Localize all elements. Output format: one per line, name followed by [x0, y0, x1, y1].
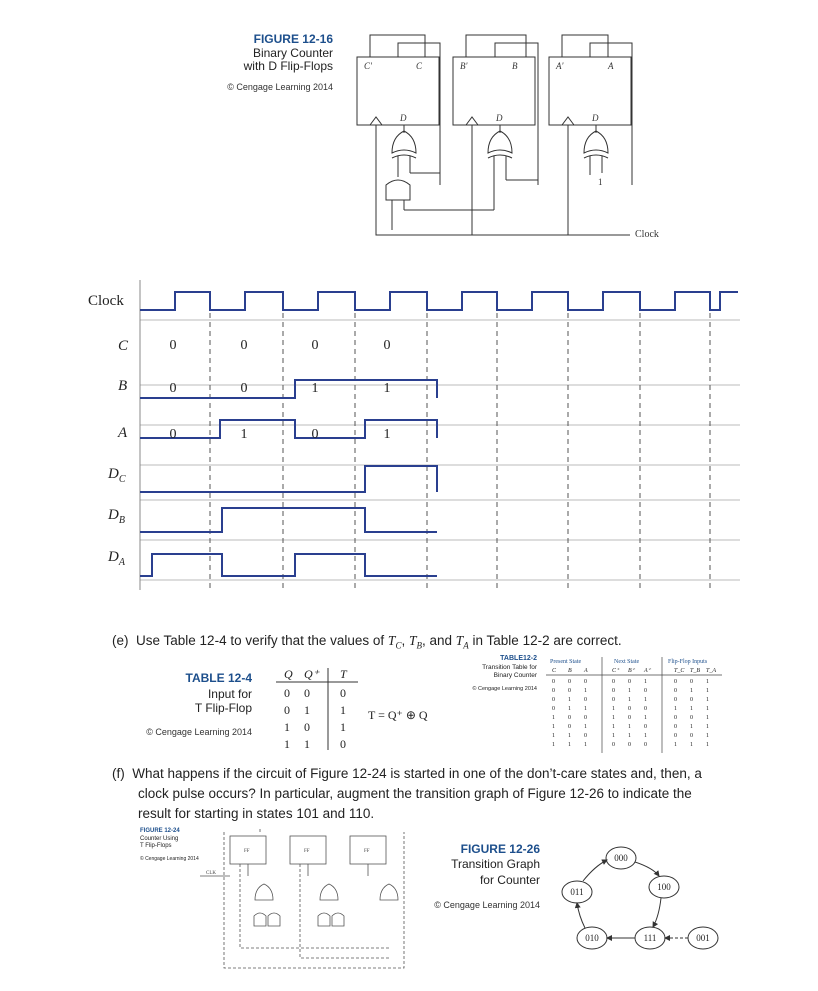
svg-text:FF: FF: [364, 849, 370, 854]
table-12-2-cell: 0: [584, 715, 587, 721]
svg-text:A⁺: A⁺: [644, 668, 651, 674]
table-12-2-cell: 0: [612, 679, 615, 685]
svg-text:0: 0: [304, 686, 310, 700]
svg-text:Flip-Flop Inputs: Flip-Flop Inputs: [668, 659, 708, 665]
table-12-2-cell: 0: [674, 679, 677, 685]
clock-line-label: Clock: [635, 229, 659, 240]
table-12-2-cell: 1: [690, 742, 693, 748]
da-waveform: [140, 554, 437, 576]
table-12-2-cell: 1: [552, 742, 555, 748]
table-12-2-cell: 0: [690, 679, 693, 685]
fig-12-24-title: FIGURE 12-24: [140, 828, 180, 834]
table-12-2-cell: 1: [584, 688, 587, 694]
ff-c-d-label: D: [400, 113, 407, 123]
fig-12-16-circuit: [340, 25, 670, 245]
table-12-2-cell: 0: [674, 688, 677, 694]
table-12-2-cell: 1: [628, 697, 631, 703]
table-12-2-cell: 0: [674, 715, 677, 721]
table-12-2-cell: 0: [628, 742, 631, 748]
svg-text:1: 1: [284, 737, 290, 751]
fig-12-26-copyright: © Cengage Learning 2014: [434, 900, 540, 910]
table-12-2-cell: 0: [584, 733, 587, 739]
table-12-2: [544, 655, 724, 755]
header-t: T: [340, 667, 347, 681]
table-12-2-cell: 0: [690, 715, 693, 721]
svg-text:T_C: T_C: [674, 668, 685, 674]
table-12-2-cell: 0: [690, 733, 693, 739]
table-12-4-line1: Input for: [207, 687, 252, 701]
svg-text:0: 0: [304, 720, 310, 734]
c-value: 0: [169, 338, 177, 353]
a-value: 0: [311, 427, 319, 442]
svg-text:0: 0: [340, 737, 346, 751]
svg-text:1: 1: [304, 703, 310, 717]
table-12-2-cell: 1: [644, 715, 647, 721]
a-signal-label: A: [118, 425, 128, 441]
fig-12-16-copyright: © Cengage Learning 2014: [227, 82, 333, 92]
svg-text:Next State: Next State: [614, 659, 640, 665]
fig-12-26-line1: Transition Graph: [451, 857, 540, 871]
table-12-2-cell: 1: [552, 715, 555, 721]
table-12-2-cell: 0: [584, 679, 587, 685]
table-12-2-cell: 1: [568, 733, 571, 739]
c-signal-label: C: [118, 338, 129, 354]
table-12-2-cell: 0: [628, 715, 631, 721]
clock-signal-label: Clock: [88, 293, 124, 309]
table-12-2-cell: 1: [674, 742, 677, 748]
table-12-2-title: TABLE12-2: [500, 655, 537, 662]
table-12-2-cell: 0: [552, 706, 555, 712]
table-12-2-cell: 1: [568, 742, 571, 748]
table-12-4-copyright: © Cengage Learning 2014: [146, 727, 252, 737]
table-12-2-line1: Transition Table for: [482, 664, 537, 671]
table-12-2-cell: 1: [706, 742, 709, 748]
clk-label: CLK: [206, 871, 216, 876]
table-12-2-cell: 1: [706, 697, 709, 703]
table-12-2-cell: 0: [628, 679, 631, 685]
table-12-2-cell: 0: [674, 724, 677, 730]
ff-c-prime-label: C': [364, 61, 372, 71]
ff-c-label: C: [416, 61, 423, 71]
table-12-2-cell: 1: [644, 679, 647, 685]
svg-text:001: 001: [696, 933, 710, 943]
header-q-plus: Q⁺: [304, 667, 319, 681]
table-12-2-cell: 1: [612, 715, 615, 721]
table-12-2-cell: 1: [584, 706, 587, 712]
svg-text:1: 1: [284, 720, 290, 734]
table-12-2-cell: 0: [644, 742, 647, 748]
ff-a-d-label: D: [592, 113, 599, 123]
table-12-2-cell: 0: [568, 715, 571, 721]
fig-12-26-transition-graph: [555, 840, 725, 950]
input-one-label: 1: [598, 177, 603, 187]
table-12-2-cell: 0: [612, 688, 615, 694]
b-value: 1: [383, 381, 391, 396]
svg-text:000: 000: [614, 853, 628, 863]
table-12-2-cell: 0: [552, 688, 555, 694]
svg-text:0: 0: [284, 686, 290, 700]
svg-text:FF: FF: [304, 849, 310, 854]
svg-text:1: 1: [304, 737, 310, 751]
table-12-4-line2: T Flip-Flop: [194, 701, 252, 715]
a-value: 1: [240, 427, 248, 442]
db-signal-label: $D_B$: [108, 507, 125, 526]
a-value: 0: [169, 427, 177, 442]
table-12-2-cell: 1: [584, 742, 587, 748]
table-12-2-cell: 1: [612, 733, 615, 739]
b-value: 0: [169, 381, 177, 396]
svg-text:T_A: T_A: [706, 668, 717, 674]
table-12-2-cell: 1: [568, 706, 571, 712]
question-f: (f) What happens if the circuit of Figure 12-24 is started in one of the don’t-care states and, then, a clock pulse occurs? In particular, augment the transition graph of Figure 12-26 to indicate the result for starting in states 101 and 110.: [112, 766, 702, 821]
ff-b-d-label: D: [496, 113, 503, 123]
table-12-2-cell: 1: [706, 724, 709, 730]
dc-waveform: [140, 466, 437, 492]
table-12-2-cell: 1: [690, 688, 693, 694]
table-12-2-cell: 0: [552, 679, 555, 685]
table-12-2-cell: 1: [706, 706, 709, 712]
table-12-2-cell: 0: [644, 706, 647, 712]
table-12-2-cell: 0: [568, 724, 571, 730]
table-12-2-cell: 1: [628, 724, 631, 730]
svg-text:100: 100: [657, 882, 671, 892]
svg-text:0: 0: [340, 686, 346, 700]
table-12-4-title: TABLE 12-4: [185, 671, 252, 685]
svg-text:Present State: Present State: [550, 659, 582, 665]
c-value: 0: [240, 338, 248, 353]
svg-text:011: 011: [570, 887, 584, 897]
fig-12-26-title: FIGURE 12-26: [460, 842, 540, 856]
table-12-2-cell: 0: [552, 697, 555, 703]
table-12-2-cell: 0: [644, 724, 647, 730]
dc-signal-label: $D_C$: [108, 466, 126, 485]
table-12-2-copyright: © Cengage Learning 2014: [472, 686, 537, 692]
c-value: 0: [383, 338, 391, 353]
table-12-2-cell: 1: [628, 733, 631, 739]
header-q: Q: [284, 667, 293, 681]
table-12-4: [272, 664, 362, 752]
table-12-2-cell: 1: [628, 688, 631, 694]
svg-text:111: 111: [643, 933, 657, 943]
table-12-2-cell: 0: [584, 697, 587, 703]
fig-12-16-line2: with D Flip-Flops: [243, 59, 333, 73]
table-12-2-cell: 0: [568, 688, 571, 694]
svg-text:A: A: [584, 668, 588, 674]
svg-text:C⁺: C⁺: [612, 668, 620, 674]
svg-text:FF: FF: [244, 849, 250, 854]
svg-text:B: B: [568, 668, 572, 674]
table-12-2-cell: 1: [706, 679, 709, 685]
table-12-2-cell: 0: [674, 733, 677, 739]
fig-12-24-copyright: © Cengage Learning 2014: [140, 856, 199, 862]
fig-12-24-line1: Counter Using: [140, 836, 179, 842]
table-12-2-cell: 0: [644, 688, 647, 694]
table-12-2-cell: 1: [612, 724, 615, 730]
table-12-2-cell: 1: [690, 706, 693, 712]
a-value: 1: [383, 427, 391, 442]
fig-12-24-line2: T Flip-Flops: [140, 843, 172, 849]
clock-waveform: [140, 292, 738, 310]
svg-text:0: 0: [284, 703, 290, 717]
table-12-2-cell: 1: [612, 706, 615, 712]
b-value: 0: [240, 381, 248, 396]
ff-b-label: B: [512, 61, 518, 71]
table-12-2-cell: 1: [584, 724, 587, 730]
svg-text:1: 1: [340, 720, 346, 734]
db-waveform: [140, 508, 437, 532]
ff-a-label: A: [608, 61, 614, 71]
table-12-2-cell: 1: [690, 724, 693, 730]
fig-12-16-line1: Binary Counter: [252, 46, 333, 60]
table-12-2-cell: 1: [552, 724, 555, 730]
table-12-2-cell: 0: [674, 697, 677, 703]
svg-text:1: 1: [340, 703, 346, 717]
b-signal-label: B: [118, 378, 128, 394]
question-e: (e) Use Table 12-4 to verify that the values of $T_C$, $T_B$, and $T_A$ in Table 12-2 are correct.: [112, 633, 622, 651]
svg-text:C: C: [552, 668, 557, 674]
fig-12-24-circuit: [200, 828, 420, 978]
table-12-2-cell: 0: [628, 706, 631, 712]
svg-text:B⁺: B⁺: [628, 668, 635, 674]
table-12-2-cell: 1: [568, 697, 571, 703]
table-12-2-cell: 1: [706, 688, 709, 694]
table-12-2-cell: 1: [674, 706, 677, 712]
t-equation: T = Q⁺ ⊕ Q: [368, 708, 428, 722]
table-12-2-cell: 1: [706, 715, 709, 721]
svg-text:010: 010: [585, 933, 599, 943]
ff-b-prime-label: B': [460, 61, 468, 71]
ff-a-prime-label: A': [556, 61, 564, 71]
fig-12-16-title: FIGURE 12-16: [253, 32, 333, 46]
b-value: 1: [311, 381, 319, 396]
table-12-2-cell: 0: [690, 697, 693, 703]
table-12-2-line2: Binary Counter: [493, 672, 537, 679]
table-12-2-cell: 0: [612, 742, 615, 748]
table-12-2-cell: 0: [568, 679, 571, 685]
table-12-2-cell: 0: [612, 697, 615, 703]
c-value: 0: [311, 338, 319, 353]
da-signal-label: $D_A$: [108, 549, 125, 568]
table-12-2-cell: 1: [706, 733, 709, 739]
fig-12-26-line2: for Counter: [479, 873, 540, 887]
svg-text:T_B: T_B: [690, 668, 701, 674]
table-12-2-cell: 1: [644, 733, 647, 739]
table-12-2-cell: 1: [644, 697, 647, 703]
table-12-2-cell: 1: [552, 733, 555, 739]
